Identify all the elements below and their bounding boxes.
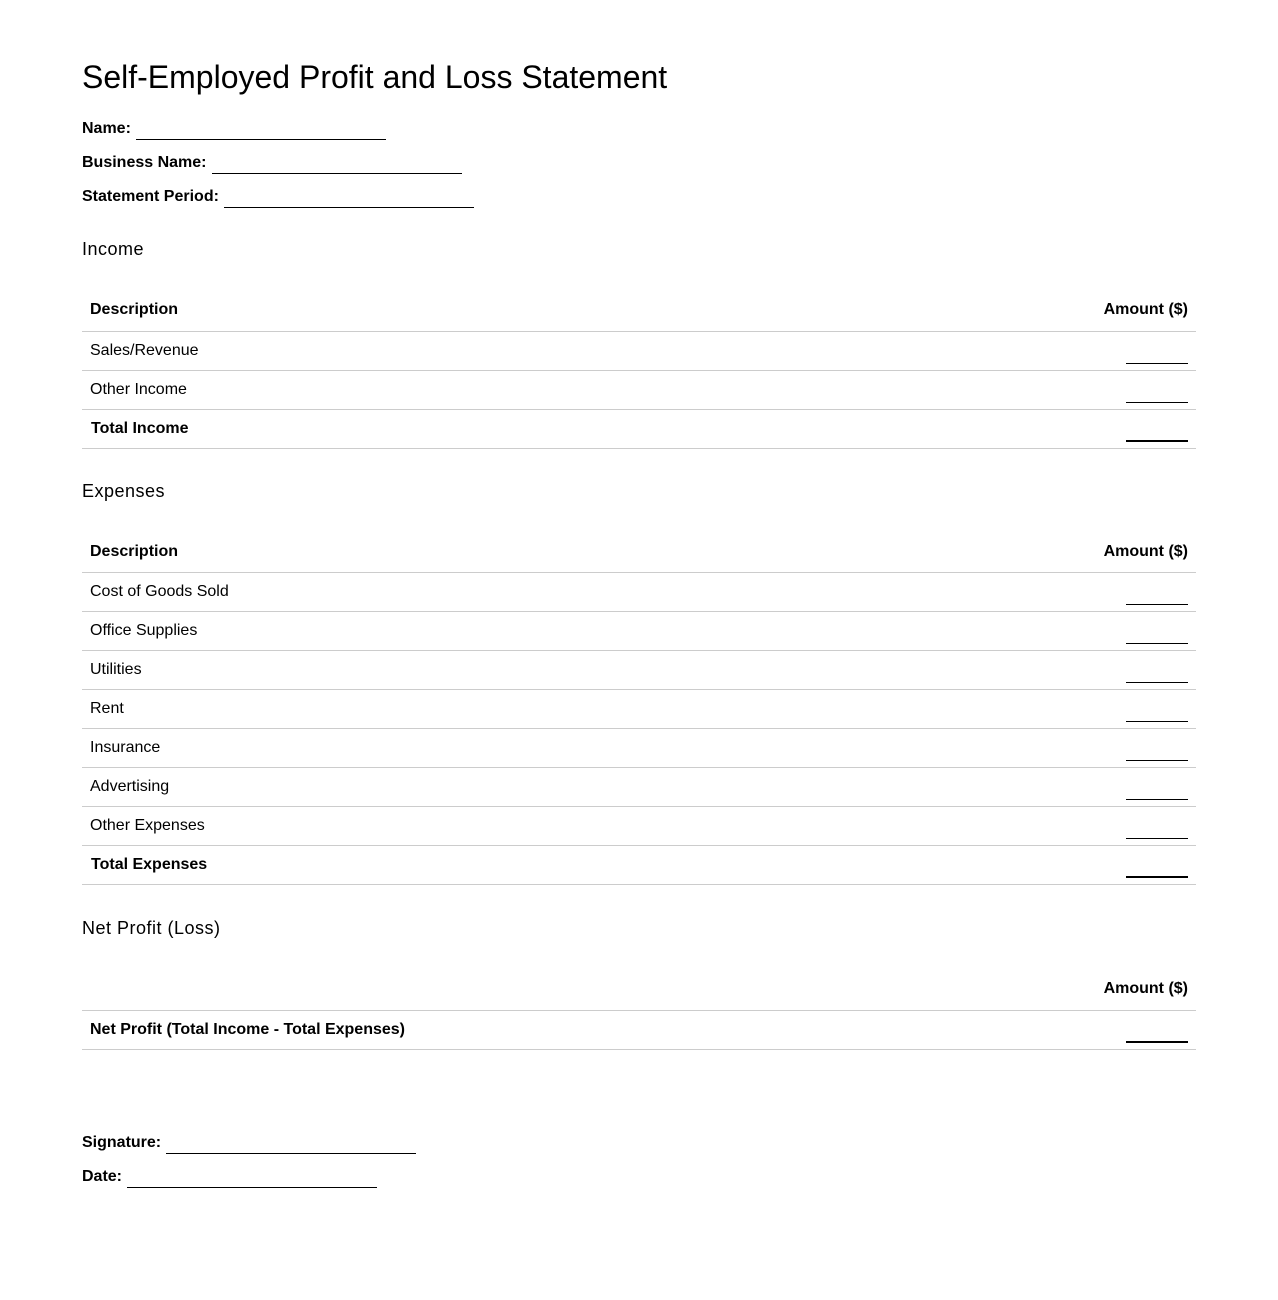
table-row	[82, 768, 1196, 807]
expense-row-label: Insurance	[82, 729, 758, 768]
amount-blank-line[interactable]	[1126, 708, 1188, 722]
amount-blank-line[interactable]	[1126, 786, 1188, 800]
income-amount-header: Amount ($)	[699, 290, 1196, 331]
statement-page	[82, 56, 1196, 1050]
expense-row-label: Cost of Goods Sold	[82, 573, 758, 612]
expense-row-label: Rent	[82, 690, 758, 729]
table-row	[82, 690, 1196, 729]
date-field	[82, 1152, 416, 1186]
table-row	[82, 370, 1196, 409]
signature-field	[82, 1118, 416, 1152]
net-profit-amount-header: Amount ($)	[937, 969, 1196, 1010]
total-expenses-label: Total Expenses	[82, 846, 758, 885]
income-row-label: Sales/Revenue	[82, 331, 699, 370]
page-title: Self-Employed Profit and Loss Statement	[82, 59, 668, 95]
statement-period-label: Statement Period:	[82, 188, 219, 205]
net-profit-header-row	[82, 969, 1196, 1010]
amount-blank-line[interactable]	[1126, 825, 1188, 839]
table-row	[82, 651, 1196, 690]
expenses-header-row	[82, 532, 1196, 573]
date-label: Date:	[82, 1168, 123, 1185]
statement-period-field	[82, 172, 1196, 206]
name-label: Name:	[82, 120, 131, 137]
business-name-field	[82, 138, 1196, 172]
table-row	[82, 573, 1196, 612]
expense-row-label: Office Supplies	[82, 612, 758, 651]
net-profit-label: Net Profit (Total Income - Total Expenses)	[82, 1010, 937, 1049]
total-income-label: Total Income	[82, 409, 699, 448]
name-field	[82, 106, 1196, 138]
expenses-table	[82, 532, 1196, 886]
amount-blank-line[interactable]	[1126, 669, 1188, 683]
total-expenses-blank-line[interactable]	[1126, 864, 1188, 878]
table-row	[82, 807, 1196, 846]
income-heading: Income	[82, 239, 145, 259]
amount-blank-line[interactable]	[1126, 630, 1188, 644]
net-profit-heading: Net Profit (Loss)	[82, 918, 221, 938]
table-row	[82, 612, 1196, 651]
net-profit-blank-line[interactable]	[1126, 1029, 1188, 1043]
expenses-amount-header: Amount ($)	[758, 532, 1196, 573]
net-profit-row	[82, 1010, 1196, 1049]
net-profit-table	[82, 969, 1196, 1050]
expense-row-label: Advertising	[82, 768, 758, 807]
expenses-description-header: Description	[82, 532, 758, 573]
statement-period-blank-line[interactable]	[224, 192, 474, 208]
table-row	[82, 729, 1196, 768]
signature-blank-line[interactable]	[166, 1138, 416, 1154]
income-row-label: Other Income	[82, 370, 699, 409]
expense-row-label: Other Expenses	[82, 807, 758, 846]
business-name-blank-line[interactable]	[212, 158, 462, 174]
amount-blank-line[interactable]	[1126, 747, 1188, 761]
total-income-blank-line[interactable]	[1126, 428, 1188, 442]
amount-blank-line[interactable]	[1126, 350, 1188, 364]
income-table	[82, 290, 1196, 449]
expenses-heading: Expenses	[82, 480, 166, 501]
signature-label: Signature:	[82, 1134, 162, 1151]
income-header-row	[82, 290, 1196, 331]
total-expenses-row	[82, 846, 1196, 885]
business-name-label: Business Name:	[82, 154, 207, 171]
expense-row-label: Utilities	[82, 651, 758, 690]
amount-blank-line[interactable]	[1126, 389, 1188, 403]
net-profit-empty-header	[82, 969, 937, 1010]
table-row	[82, 331, 1196, 370]
income-description-header: Description	[82, 290, 699, 331]
date-blank-line[interactable]	[127, 1172, 377, 1188]
amount-blank-line[interactable]	[1126, 591, 1188, 605]
signature-block	[82, 1118, 416, 1186]
name-blank-line[interactable]	[136, 124, 386, 140]
total-income-row	[82, 409, 1196, 448]
